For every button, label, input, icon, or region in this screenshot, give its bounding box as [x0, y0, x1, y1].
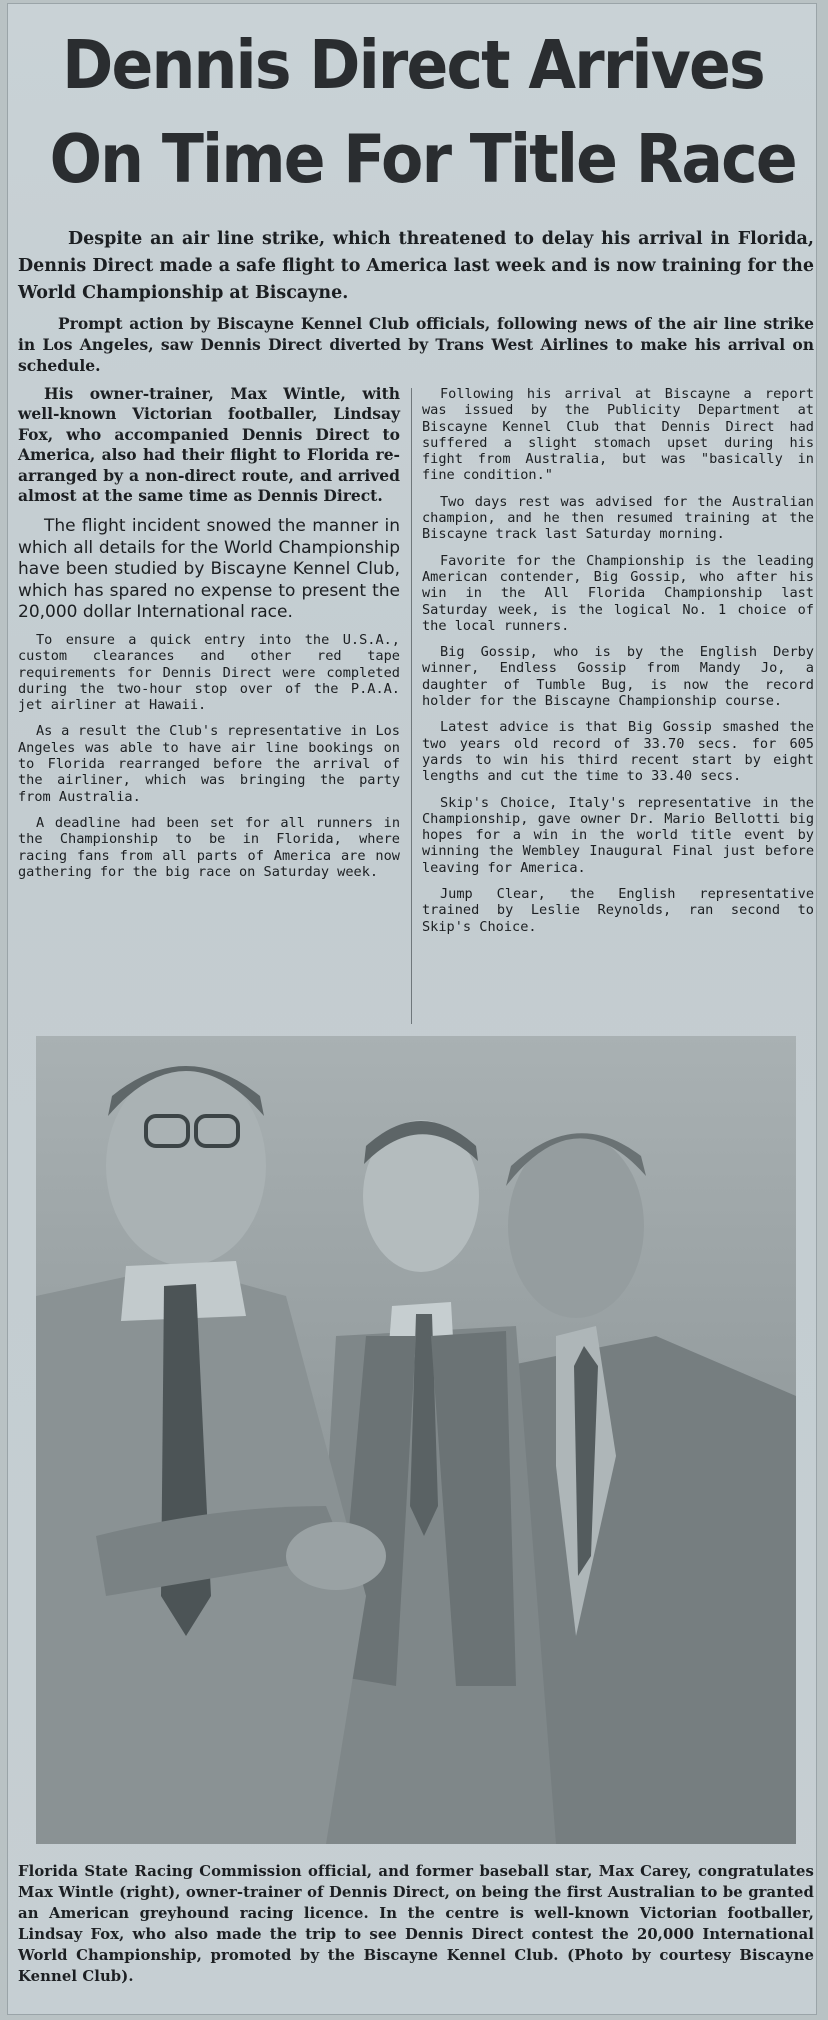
left-paragraph: His owner-trainer, Max Wintle, with well-known Victorian footballer, Lindsay Fox, who accompanied Dennis Direct to America, also had their flight to Florida re-arranged by a non-direct route, and arrived almost at the same time as Dennis Direct. [18, 384, 400, 506]
handshake [286, 1522, 386, 1590]
column-divider [411, 388, 412, 1024]
photo-illustration [36, 1036, 796, 1844]
headline-line-1: Dennis Direct Arrives [62, 26, 764, 104]
second-paragraph: Prompt action by Biscayne Kennel Club officials, following news of the air line strike in Los Angeles, saw Dennis Direct diverted by Trans West Airlines to make his arrival on schedule. [18, 314, 814, 375]
right-paragraph: Following his arrival at Biscayne a report was issued by the Publicity Department at Biscayne Kennel Club that Dennis Direct had suffered a slight stomach upset during his fight from Australia, but was "basically in fine condition." [422, 386, 814, 484]
lead-paragraph: Despite an air line strike, which threatened to delay his arrival in Florida, Dennis Direct made a safe flight to America last week and is now training for the World Championship at Biscayne. [18, 229, 814, 303]
right-paragraph: Big Gossip, who is by the English Derby winner, Endless Gossip from Mandy Jo, a daughter of Tumble Bug, is now the record holder for the Biscayne Championship course. [422, 644, 814, 710]
headline [49, 18, 796, 206]
right-paragraph: Skip's Choice, Italy's representative in the Championship, gave owner Dr. Mario Bellotti big hopes for a win in the world title event by winning the Wembley Inaugural Final just before leaving for America. [422, 794, 814, 876]
left-column [18, 384, 400, 890]
left-paragraph: As a result the Club's representative in Los Angeles was able to have air line bookings on to Florida rearranged before the arrival of the airliner, which was bringing the party from Australia. [18, 723, 400, 805]
right-paragraph: Latest advice is that Big Gossip smashed the two years old record of 33.70 secs. for 605 yards to win his third recent start by eight lengths and cut the time to 33.40 secs. [422, 719, 814, 785]
photo-caption: Florida State Racing Commission official, and former baseball star, Max Carey, congratulates Max Wintle (right), owner-trainer of Dennis Direct, on being the first Australian to be granted an American greyhound racing licence. In the centre is well-known Victorian footballer, Lindsay Fox, who also made the trip to see Dennis Direct contest the 20,000 International World Championship, promoted by the Biscayne Kennel Club. (Photo by courtesy Biscayne Kennel Club). [18, 1863, 814, 1985]
left-paragraph: To ensure a quick entry into the U.S.A., custom clearances and other red tape requirements for Dennis Direct were completed during the two-hour stop over of the P.A.A. jet airliner at Hawaii. [18, 631, 400, 714]
right-column [422, 386, 814, 945]
right-paragraph: Favorite for the Championship is the leading American contender, Big Gossip, who after his win in the All Florida Championship last Saturday week, is the logical No. 1 choice of the local runners. [422, 552, 814, 634]
newspaper-clipping [8, 4, 816, 2014]
headline-line-2: On Time For Title Race [49, 120, 796, 198]
right-paragraph: Two days rest was advised for the Australian champion, and he then resumed training at the Biscayne track last Saturday morning. [422, 493, 814, 543]
right-paragraph: Jump Clear, the English representative trained by Leslie Reynolds, ran second to Skip's Choice. [422, 886, 814, 935]
left-paragraph: The flight incident snowed the manner in which all details for the World Championship have been studied by Biscayne Kennel Club, which has spared no expense to present the 20,000 dollar International race. [18, 516, 400, 623]
left-paragraph: A deadline had been set for all runners in the Championship to be in Florida, where racing fans from all parts of America are now gathering for the big race on Saturday week. [18, 814, 400, 880]
news-photo [36, 1036, 796, 1844]
